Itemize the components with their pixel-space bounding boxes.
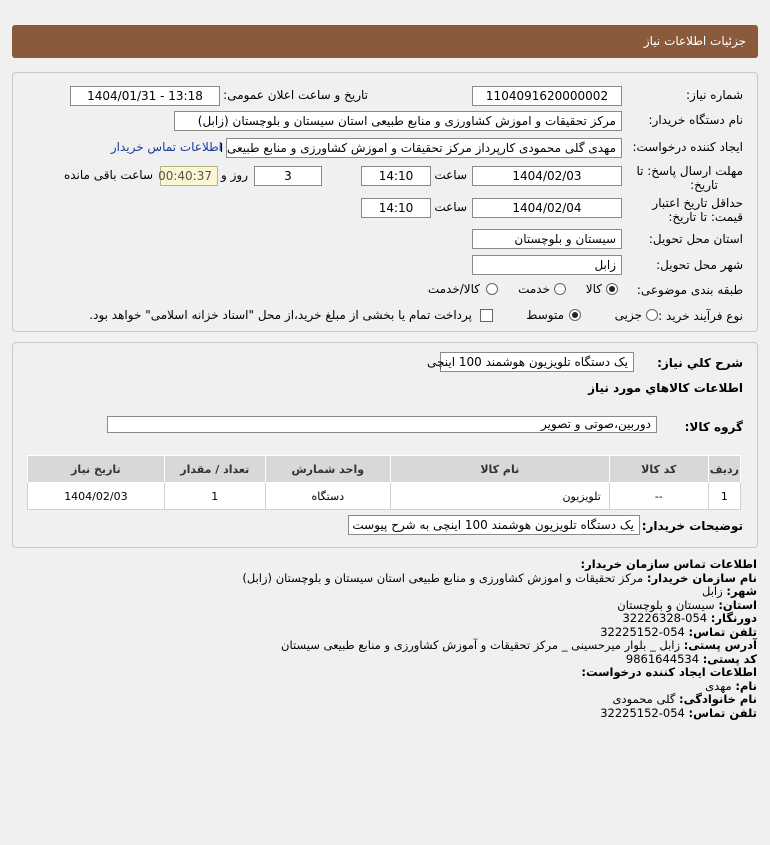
goods-table-header	[28, 456, 741, 483]
contact-postal-row	[12, 653, 757, 667]
creator-name-value: مهدی	[705, 678, 732, 693]
validity-label-date: قیمت: تا تاریخ:	[668, 210, 743, 224]
creator-label: ایجاد کننده درخواست:	[632, 140, 743, 154]
need-number-field[interactable]: 1104091620000002	[472, 86, 622, 106]
deadline-label-date: تاریخ:	[690, 178, 718, 192]
validity-time-field[interactable]: 14:10	[361, 198, 431, 218]
creator-name-row	[12, 680, 757, 694]
contact-title-text: اطلاعات تماس سازمان خریدار:	[580, 557, 757, 571]
buyer-contact-link[interactable]: اطلاعات تماس خریدار	[110, 140, 222, 154]
page-header	[12, 25, 758, 58]
days-remaining-field[interactable]: 3	[254, 166, 322, 186]
process-medium-radio[interactable]	[569, 309, 581, 321]
contact-province-row	[12, 599, 757, 613]
creator-family-value: گلی محمودی	[612, 692, 676, 706]
validity-label: حداقل تاریخ اعتبار	[652, 196, 743, 210]
validity-date-field[interactable]: 1404/02/04	[472, 198, 622, 218]
contact-city-value: زابل	[702, 584, 723, 598]
announce-date-field[interactable]: 1404/01/31 - 13:18	[70, 86, 220, 106]
validity-hour-label: ساعت	[434, 200, 467, 214]
need-number-label: شماره نیاز:	[686, 88, 743, 102]
creator-title	[12, 666, 757, 680]
province-field[interactable]: سیستان و بلوچستان	[472, 229, 622, 249]
contact-phone-label: تلفن تماس:	[688, 624, 757, 639]
deadline-date-field[interactable]: 1404/02/03	[472, 166, 622, 186]
col-name: نام کالا	[390, 456, 609, 483]
contact-address-value: زابل _ بلوار میرحسینی _ مرکز تحقیقات و آموزش کشاورزی و منابع طبیعی سیستان	[281, 638, 681, 652]
contact-fax-row	[12, 612, 757, 626]
province-label: استان محل تحویل:	[648, 232, 743, 246]
page-title: جزئیات اطلاعات نیاز	[643, 34, 746, 48]
cell-name: تلویزیون	[390, 483, 609, 510]
goods-group-field[interactable]: دوربین،صوتی و تصویر	[107, 416, 657, 433]
contact-org-label: نام سازمان خریدار:	[646, 570, 757, 585]
col-code: کد کالا	[609, 456, 708, 483]
city-label: شهر محل تحویل:	[656, 258, 743, 272]
creator-title-text: اطلاعات ایجاد کننده درخواست:	[581, 665, 757, 679]
contact-fax-label: دورنگار:	[710, 611, 757, 625]
col-unit: واحد شمارش	[265, 456, 390, 483]
category-goods-service-label: کالا/خدمت	[427, 282, 480, 296]
contact-city-row	[12, 585, 757, 599]
buyer-org-label: نام دستگاه خریدار:	[648, 113, 743, 127]
creator-family-row	[12, 693, 757, 707]
contact-city-label: شهر:	[726, 584, 757, 598]
goods-group-label: گروه کالا:	[684, 420, 743, 434]
process-minor-radio[interactable]	[646, 309, 658, 321]
col-row: ردیف	[708, 456, 740, 483]
treasury-bonds-note: پرداخت تمام یا بخشی از مبلغ خرید،از محل "اسناد خزانه اسلامی" خواهد بود.	[89, 308, 472, 322]
goods-info-title: اطلاعات کالاهاي مورد نياز	[588, 381, 743, 395]
category-label: طبقه بندی موضوعی:	[636, 283, 743, 297]
description-field[interactable]: یک دستگاه تلویزیون هوشمند 100 اینچی	[440, 352, 634, 372]
goods-table	[27, 455, 741, 510]
contact-org-value: مرکز تحقیقات و اموزش کشاورزی و منابع طبیعی استان سیستان و بلوچستان (زابل)	[242, 570, 644, 585]
buyer-notes-label: توضیحات خریدار:	[641, 519, 743, 533]
contact-address-label: آدرس پستی:	[683, 638, 757, 652]
contact-province-label: استان:	[718, 597, 757, 612]
col-qty: تعداد / مقدار	[164, 456, 265, 483]
cell-row: 1	[708, 483, 740, 510]
contact-title	[12, 558, 757, 572]
contact-info-section	[12, 558, 757, 720]
col-date: تاریخ نیاز	[28, 456, 165, 483]
table-row[interactable]	[28, 483, 741, 510]
process-label: نوع فرآیند خرید :	[658, 309, 743, 323]
buyer-notes-field[interactable]: یک دستگاه تلویزیون هوشمند 100 اینچی به شرح پیوست	[348, 515, 640, 535]
contact-phone-row	[12, 626, 757, 640]
contact-org-row	[12, 572, 757, 586]
city-field[interactable]: زابل	[472, 255, 622, 275]
creator-phone-value: 054-32225152	[600, 705, 685, 720]
category-goods-service-radio[interactable]	[486, 283, 498, 295]
buyer-org-field[interactable]: مرکز تحقیقات و اموزش کشاورزی و منابع طبیعی استان سیستان و بلوچستان (زابل)	[174, 111, 622, 131]
creator-name-label: نام:	[735, 678, 757, 693]
contact-phone-value: 054-32225152	[600, 624, 685, 639]
deadline-time-field[interactable]: 14:10	[361, 166, 431, 186]
category-goods-radio[interactable]	[606, 283, 618, 295]
contact-fax-value: 054-32226328	[622, 611, 708, 625]
deadline-label: مهلت ارسال پاسخ: تا	[636, 164, 743, 178]
goods-table-container	[27, 455, 741, 510]
creator-phone-row	[12, 707, 757, 721]
cell-unit: دستگاه	[265, 483, 390, 510]
treasury-bonds-checkbox[interactable]	[480, 309, 493, 322]
contact-postal-value: 9861644534	[625, 651, 700, 666]
remaining-time-field: 00:40:37	[160, 166, 218, 186]
contact-province-value: سیستان و بلوچستان	[617, 597, 715, 612]
remaining-time-label: ساعت باقی مانده	[63, 168, 153, 182]
days-label: روز و	[221, 168, 248, 182]
process-medium-label: متوسط	[526, 308, 564, 322]
contact-postal-label: کد پستی:	[702, 651, 757, 666]
cell-code: --	[609, 483, 708, 510]
category-goods-label: کالا	[585, 282, 602, 296]
deadline-hour-label: ساعت	[434, 168, 467, 182]
creator-field[interactable]: مهدی گلی محمودی کارپرداز مرکز تحقیقات و اموزش کشاورزی و منابع طبیعی ا	[226, 138, 622, 158]
cell-qty: 1	[164, 483, 265, 510]
creator-family-label: نام خانوادگی:	[679, 692, 757, 706]
process-minor-label: جزیی	[614, 308, 642, 322]
category-service-radio[interactable]	[554, 283, 566, 295]
category-service-label: خدمت	[518, 282, 550, 296]
contact-address-row	[12, 639, 757, 653]
announce-date-label: تاریخ و ساعت اعلان عمومی:	[223, 88, 368, 102]
description-label: شرح کلي نياز:	[657, 356, 743, 370]
creator-phone-label: تلفن تماس:	[688, 705, 757, 720]
cell-date: 1404/02/03	[28, 483, 165, 510]
